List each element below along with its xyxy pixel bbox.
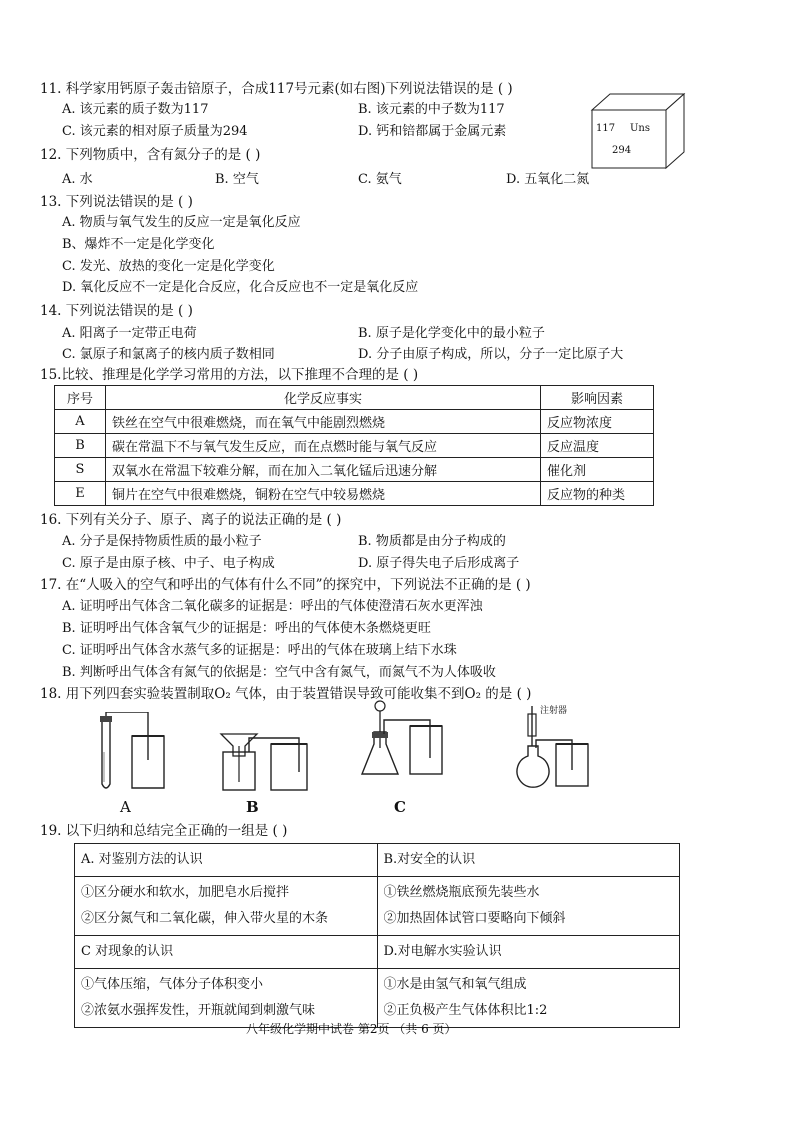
table-row [55,458,654,482]
q11-option-c: C. 该元素的相对原子质量为294 [62,124,248,139]
table-row [55,410,654,434]
row-fact: 碳在常温下不与氧气发生反应，而在点燃时能与氧气反应 [106,434,541,458]
cell-b-title: B.对安全的认识 [377,844,680,877]
q14-stem: 14. 下列说法错误的是 ( ) [40,303,193,319]
q12-option-d: D. 五氧化二氮 [506,172,590,187]
cell-c-title: C 对现象的认识 [75,936,378,969]
header-cell: 化学反应事实 [106,386,541,410]
cell-d-title: D.对电解水实验认识 [377,936,680,969]
row-id: A [55,410,106,434]
table-row [75,844,680,877]
apparatus-label-a: A [120,798,131,816]
q15-table [54,385,654,506]
header-cell: 序号 [55,386,106,410]
q16-option-d: D. 原子得失电子后形成离子 [358,556,520,571]
row-fact: 双氧水在常温下较难分解，而在加入二氧化锰后迅速分解 [106,458,541,482]
q13-option-b: B、爆炸不一定是化学变化 [62,237,215,252]
q11-stem: 11. 科学家用钙原子轰击锫原子，合成117号元素(如右图)下列说法错误的是 ( ) [40,81,513,97]
table-row [75,936,680,969]
q13-option-c: C. 发光、放热的变化一定是化学变化 [62,259,275,274]
row-fact: 铜片在空气中很难燃烧，铜粉在空气中较易燃烧 [106,482,541,506]
q16-option-c: C. 原子是由原子核、中子、电子构成 [62,556,275,571]
q17-stem: 17. 在“人吸入的空气和呼出的气体有什么不同”的探究中，下列说法不正确的是 ( ) [40,577,531,593]
page-footer: 八年级化学期中试卷 第2页 （共 6 页） [246,1022,457,1036]
header-cell: 影响因素 [541,386,654,410]
q16-stem: 16. 下列有关分子、原子、离子的说法正确的是 ( ) [40,512,342,528]
q14-option-c: C. 氯原子和氯离子的核内质子数相同 [62,347,275,362]
apparatus-a-figure [92,712,172,794]
element-mass: 294 [612,145,632,156]
table-row [75,877,680,936]
apparatus-label-c: C [394,798,406,816]
q11-option-b: B. 该元素的中子数为117 [358,102,505,117]
element-symbol: Uns [630,123,650,134]
cell-b-item2: ②加热固体试管口要略向下倾斜 [383,911,566,926]
row-id: E [55,482,106,506]
q17-option-d: B. 判断呼出气体含有氮气的依据是：空气中含有氮气，而氮气不为人体吸收 [62,665,496,680]
element-number: 117 [596,123,616,134]
row-fact: 铁丝在空气中很难燃烧，而在氧气中能剧烈燃烧 [106,410,541,434]
syringe-label: 注射器 [540,706,568,716]
cell-d-item1: ①水是由氢气和氧气组成 [383,977,527,992]
row-factor: 反应温度 [541,434,654,458]
table-header-row [55,386,654,410]
cell-d-content [377,969,680,1028]
q14-option-a: A. 阳离子一定带正电荷 [62,326,197,341]
table-row [55,434,654,458]
row-id: B [55,434,106,458]
q14-option-d: D. 分子由原子构成，所以，分子一定比原子大 [358,347,624,362]
cell-b-content [377,877,680,936]
row-factor: 反应物浓度 [541,410,654,434]
cell-a-title: A. 对鉴别方法的认识 [75,844,378,877]
q13-stem: 13. 下列说法错误的是 ( ) [40,194,193,210]
q14-option-b: B. 原子是化学变化中的最小粒子 [358,326,545,341]
row-id: S [55,458,106,482]
q17-option-a: A. 证明呼出气体含二氧化碳多的证据是：呼出的气体使澄清石灰水更浑浊 [62,599,483,614]
apparatus-label-b: B [246,798,259,816]
cell-c-content [75,969,378,1028]
q19-table [74,843,680,1028]
apparatus-c-figure [360,698,446,784]
q13-option-a: A. 物质与氧气发生的反应一定是氧化反应 [62,215,301,230]
q12-stem: 12. 下列物质中，含有氮分子的是 ( ) [40,147,261,163]
apparatus-b-figure [215,712,315,794]
table-row [75,969,680,1028]
q16-option-b: B. 物质都是由分子构成的 [358,534,506,549]
cell-b-item1: ①铁丝燃烧瓶底预先装些水 [383,885,540,900]
row-factor: 反应物的种类 [541,482,654,506]
q11-option-d: D. 钙和锫都属于金属元素 [358,124,507,139]
q16-option-a: A. 分子是保持物质性质的最小粒子 [62,534,262,549]
cell-d-item2: ②正负极产生气体体积比1:2 [383,1003,548,1018]
q17-option-c: C. 证明呼出气体含水蒸气多的证据是：呼出的气体在玻璃上结下水珠 [62,643,457,658]
q15-stem: 15.比较、推理是化学学习常用的方法，以下推理不合理的是 ( ) [40,367,419,383]
q19-stem: 19. 以下归纳和总结完全正确的一组是 ( ) [40,823,288,839]
q12-option-c: C. 氨气 [358,172,402,187]
cell-a-content [75,877,378,936]
cell-a-item1: ①区分硬水和软水，加肥皂水后搅拌 [81,885,290,900]
cell-a-item2: ②区分氮气和二氧化碳，伸入带火星的木条 [81,911,329,926]
row-factor: 催化剂 [541,458,654,482]
q12-option-a: A. 水 [62,172,93,187]
table-row [55,482,654,506]
q11-option-a: A. 该元素的质子数为117 [62,102,209,117]
q18-stem: 18. 用下列四套实验装置制取O₂ 气体，由于装置错误导致可能收集不到O₂ 的是 ( ) [40,686,532,702]
cell-c-item1: ①气体压缩，气体分子体积变小 [81,977,264,992]
q13-option-d: D. 氧化反应不一定是化合反应，化合反应也不一定是氧化反应 [62,280,419,295]
q17-option-b: B. 证明呼出气体含氧气少的证据是：呼出的气体使木条燃烧更旺 [62,621,431,636]
q12-option-b: B. 空气 [215,172,259,187]
cell-c-item2: ②浓氨水强挥发性，开瓶就闻到刺激气味 [81,1003,316,1018]
